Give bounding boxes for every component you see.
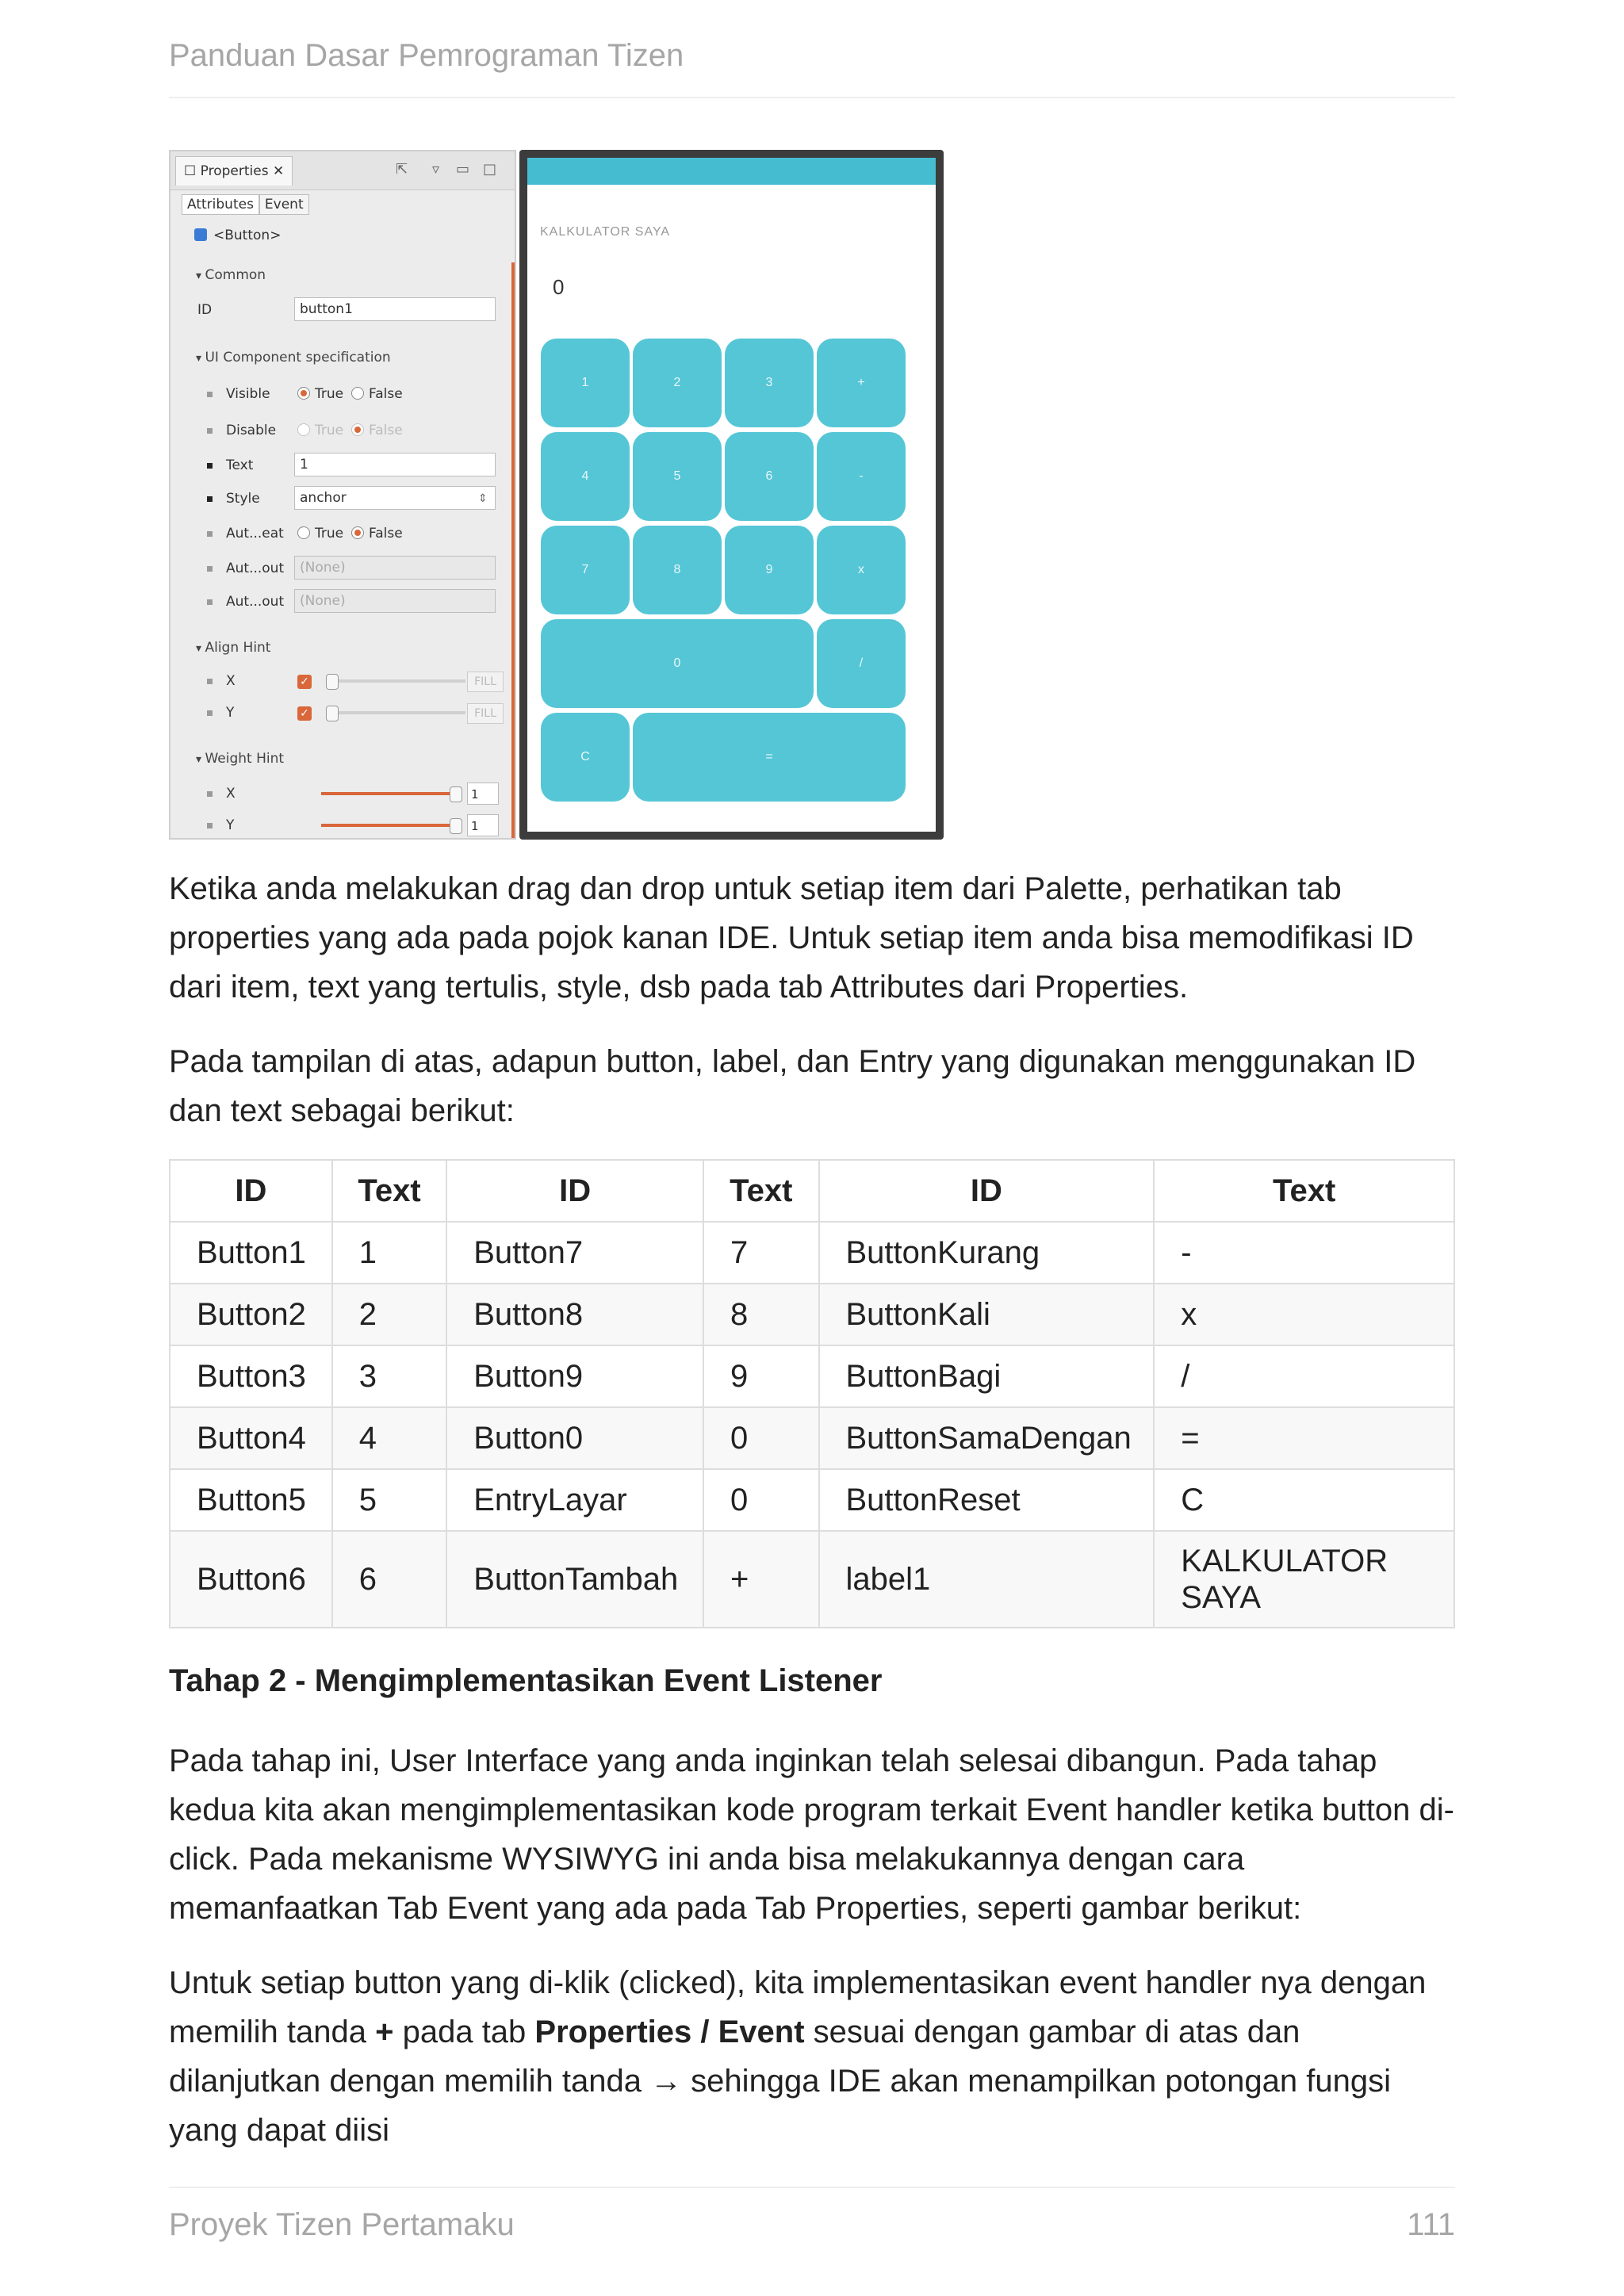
table-cell: 0 — [703, 1469, 819, 1531]
weight-y-slider-thumb[interactable] — [450, 818, 462, 834]
row-bullet — [207, 599, 213, 605]
disable-false-radio[interactable] — [351, 423, 364, 436]
table-cell: ButtonBagi — [819, 1345, 1155, 1407]
auto-out-row-2 — [170, 589, 515, 614]
auto-out-input[interactable]: (None) — [294, 589, 496, 613]
table-cell: 7 — [703, 1222, 819, 1284]
row-bullet — [207, 428, 213, 434]
table-row — [170, 1469, 1454, 1531]
key-7[interactable]: 7 — [541, 526, 630, 614]
visible-true-label: True — [315, 386, 344, 402]
weight-y-input[interactable]: 1 — [467, 814, 499, 836]
table-cell: / — [1154, 1345, 1454, 1407]
key-1[interactable]: 1 — [541, 339, 630, 427]
widget-class — [194, 228, 281, 243]
table-cell: Button5 — [170, 1469, 332, 1531]
key-2[interactable]: 2 — [633, 339, 722, 427]
text-label: Text — [226, 457, 254, 473]
id-label: ID — [197, 302, 213, 318]
tab-attributes[interactable]: Attributes — [182, 194, 259, 215]
table-cell: Button3 — [170, 1345, 332, 1407]
row-bullet — [207, 531, 213, 537]
table-cell: Button2 — [170, 1284, 332, 1345]
key-9[interactable]: 9 — [725, 526, 814, 614]
align-x-slider-track[interactable] — [326, 679, 465, 683]
ide-screenshot-figure — [169, 150, 944, 840]
weight-y-row — [170, 813, 515, 838]
align-x-checkbox[interactable]: ✓ — [297, 675, 312, 689]
table-cell: x — [1154, 1284, 1454, 1345]
align-x-fill-box[interactable]: FILL — [467, 672, 504, 692]
paragraph-4 — [169, 1958, 1455, 2155]
table-cell: ButtonReset — [819, 1469, 1155, 1531]
section-align-hint[interactable]: ▾ Align Hint — [196, 635, 516, 660]
table-row — [170, 1222, 1454, 1284]
row-bullet — [207, 392, 213, 397]
key-plus[interactable]: + — [817, 339, 906, 427]
paragraph-4-plus: + — [375, 2015, 394, 2049]
auto-out-label: Aut...out — [226, 561, 285, 576]
table-cell: Button9 — [446, 1345, 703, 1407]
key-4[interactable]: 4 — [541, 432, 630, 521]
footer-book-title: Proyek Tizen Pertamaku — [169, 2207, 515, 2242]
table-cell: ButtonKali — [819, 1284, 1155, 1345]
table-cell: KALKULATOR SAYA — [1154, 1531, 1454, 1628]
row-bullet — [207, 710, 213, 716]
key-clear[interactable]: C — [541, 713, 630, 802]
align-y-slider-track[interactable] — [326, 711, 465, 714]
export-icon[interactable]: ⇱ — [396, 161, 408, 178]
align-y-label: Y — [226, 705, 235, 721]
table-cell: 1 — [332, 1222, 447, 1284]
style-label: Style — [226, 491, 260, 507]
table-cell: 0 — [703, 1407, 819, 1469]
weight-y-slider-track[interactable] — [321, 824, 456, 827]
calculator-title-label: KALKULATOR SAYA — [540, 225, 671, 239]
row-bullet — [207, 496, 213, 502]
text-input[interactable]: 1 — [294, 453, 496, 476]
table-header: Text — [1154, 1160, 1454, 1222]
properties-subtabs — [182, 194, 309, 218]
id-input[interactable]: button1 — [294, 297, 496, 321]
panel-selection-edge — [511, 262, 515, 840]
paragraph-4-part-a: Untuk setiap button yang di-klik (clicked), kita implementasikan event handler nya dengan memilih tanda — [169, 1965, 1427, 2049]
id-row — [170, 297, 515, 323]
table-row — [170, 1284, 1454, 1345]
table-cell: = — [1154, 1407, 1454, 1469]
key-divide[interactable]: / — [817, 619, 906, 708]
view-menu-icon[interactable]: ▿ — [432, 161, 440, 178]
key-3[interactable]: 3 — [725, 339, 814, 427]
table-cell: C — [1154, 1469, 1454, 1531]
paragraph-4-part-b: pada tab — [393, 2015, 535, 2049]
weight-x-slider-track[interactable] — [321, 792, 456, 795]
align-x-label: X — [226, 673, 236, 689]
align-y-slider-thumb[interactable] — [326, 706, 339, 721]
table-cell: label1 — [819, 1531, 1155, 1628]
auto-repeat-label: Aut...eat — [226, 526, 284, 541]
table-cell: ButtonTambah — [446, 1531, 703, 1628]
key-6[interactable]: 6 — [725, 432, 814, 521]
section-weight-hint[interactable]: ▾ Weight Hint — [196, 746, 516, 771]
header-divider — [169, 97, 1455, 98]
table-header: ID — [819, 1160, 1155, 1222]
widget-class-label: <Button> — [213, 228, 282, 243]
key-equals[interactable]: = — [633, 713, 906, 802]
paragraph-4-part-c: sesuai dengan gambar di atas dan dilanjutkan dengan memilih tanda → sehingga IDE akan menampilkan potongan fungsi yang dapat diisi — [169, 2015, 1391, 2148]
key-0[interactable]: 0 — [541, 619, 814, 708]
phone-status-bar — [527, 158, 936, 185]
disable-row — [170, 418, 515, 443]
table-cell: 4 — [332, 1407, 447, 1469]
page-number: 111 — [1407, 2207, 1455, 2242]
maximize-icon[interactable]: □ — [483, 161, 497, 178]
auto-repeat-false-label: False — [369, 526, 403, 541]
align-y-fill-box[interactable]: FILL — [467, 703, 504, 724]
table-header: Text — [332, 1160, 447, 1222]
key-8[interactable]: 8 — [633, 526, 722, 614]
disable-false-label: False — [369, 423, 403, 438]
section-common[interactable]: ▾ Common — [196, 262, 516, 288]
table-header: ID — [170, 1160, 332, 1222]
table-cell: + — [703, 1531, 819, 1628]
table-cell: ButtonKurang — [819, 1222, 1155, 1284]
align-y-row — [170, 700, 515, 725]
section-ui-spec[interactable]: ▾ UI Component specification — [196, 345, 516, 370]
id-text-table — [169, 1159, 1455, 1628]
weight-x-row — [170, 781, 515, 806]
section-heading: Tahap 2 - Mengimplementasikan Event Listener — [169, 1663, 883, 1698]
visible-label: Visible — [226, 386, 270, 402]
phone-preview — [519, 150, 944, 840]
table-cell: 8 — [703, 1284, 819, 1345]
text-row — [170, 453, 515, 478]
row-bullet — [207, 463, 213, 469]
paragraph-4-bold: Properties / Event — [534, 2015, 805, 2049]
auto-out-row-1 — [170, 556, 515, 581]
row-bullet — [207, 566, 213, 572]
table-header: ID — [446, 1160, 703, 1222]
tab-event[interactable]: Event — [259, 194, 309, 215]
auto-repeat-false-radio[interactable] — [351, 526, 364, 539]
table-cell: Button4 — [170, 1407, 332, 1469]
properties-panel — [169, 150, 516, 840]
disable-label: Disable — [226, 423, 277, 438]
properties-titlebar — [170, 151, 515, 190]
minimize-icon[interactable]: ▭ — [456, 161, 470, 178]
table-row — [170, 1407, 1454, 1469]
align-y-checkbox[interactable]: ✓ — [297, 706, 312, 721]
row-bullet — [207, 823, 213, 828]
table-cell: Button8 — [446, 1284, 703, 1345]
table-cell: Button6 — [170, 1531, 332, 1628]
table-cell: Button0 — [446, 1407, 703, 1469]
table-header-row — [170, 1160, 1454, 1222]
phone-screen — [527, 158, 936, 832]
table-row — [170, 1531, 1454, 1628]
auto-repeat-true-radio[interactable] — [297, 526, 310, 539]
table-cell: EntryLayar — [446, 1469, 703, 1531]
table-cell: ButtonSamaDengan — [819, 1407, 1155, 1469]
table-row — [170, 1345, 1454, 1407]
page-header-title: Panduan Dasar Pemrograman Tizen — [169, 38, 684, 73]
visible-false-radio[interactable] — [351, 387, 364, 400]
align-x-row — [170, 668, 515, 694]
paragraph-2: Pada tampilan di atas, adapun button, label, dan Entry yang digunakan menggunakan ID dan text sebagai berikut: — [169, 1044, 1416, 1128]
disable-true-label: True — [315, 423, 344, 438]
table-cell: 2 — [332, 1284, 447, 1345]
align-x-slider-thumb[interactable] — [326, 674, 339, 690]
properties-tab[interactable]: ☐ Properties ✕ — [175, 156, 293, 186]
table-cell: Button7 — [446, 1222, 703, 1284]
select-arrows-icon: ⇕ — [478, 492, 488, 505]
table-cell: 5 — [332, 1469, 447, 1531]
table-cell: 6 — [332, 1531, 447, 1628]
table-cell: 9 — [703, 1345, 819, 1407]
visible-true-radio[interactable] — [297, 387, 310, 400]
row-bullet — [207, 679, 213, 684]
row-bullet — [207, 791, 213, 797]
key-minus[interactable]: - — [817, 432, 906, 521]
weight-x-input[interactable]: 1 — [467, 783, 499, 805]
table-cell: - — [1154, 1222, 1454, 1284]
paragraph-3: Pada tahap ini, User Interface yang anda inginkan telah selesai dibangun. Pada tahap kedua kita akan mengimplementasikan kode program terkait Event handler ketika button di-click. Pada mekanisme WYSIWYG ini anda bisa melakukannya dengan cara memanfaatkan Tab Event yang ada pada Tab Properties, seperti gambar berikut: — [169, 1743, 1454, 1926]
weight-x-slider-thumb[interactable] — [450, 786, 462, 802]
disable-true-radio[interactable] — [297, 423, 310, 436]
table-cell: 3 — [332, 1345, 447, 1407]
auto-out-input[interactable]: (None) — [294, 556, 496, 580]
table-cell: Button1 — [170, 1222, 332, 1284]
footer-divider — [169, 2187, 1455, 2188]
style-row — [170, 486, 515, 511]
key-5[interactable]: 5 — [633, 432, 722, 521]
visible-false-label: False — [369, 386, 403, 402]
table-header: Text — [703, 1160, 819, 1222]
visible-row — [170, 381, 515, 407]
weight-y-label: Y — [226, 817, 235, 833]
style-select[interactable]: anchor — [294, 486, 496, 510]
calculator-display: 0 — [553, 275, 565, 299]
button-widget-icon — [194, 228, 207, 241]
auto-repeat-true-label: True — [315, 526, 344, 541]
weight-x-label: X — [226, 786, 236, 802]
auto-repeat-row — [170, 521, 515, 546]
auto-out-label: Aut...out — [226, 594, 285, 610]
properties-tab-label: Properties — [200, 163, 269, 179]
paragraph-1: Ketika anda melakukan drag dan drop untuk setiap item dari Palette, perhatikan tab properties yang ada pada pojok kanan IDE. Untuk setiap item anda bisa memodifikasi ID dari item, text yang tertulis, style, dsb pada tab Attributes dari Properties. — [169, 871, 1414, 1004]
key-multiply[interactable]: x — [817, 526, 906, 614]
